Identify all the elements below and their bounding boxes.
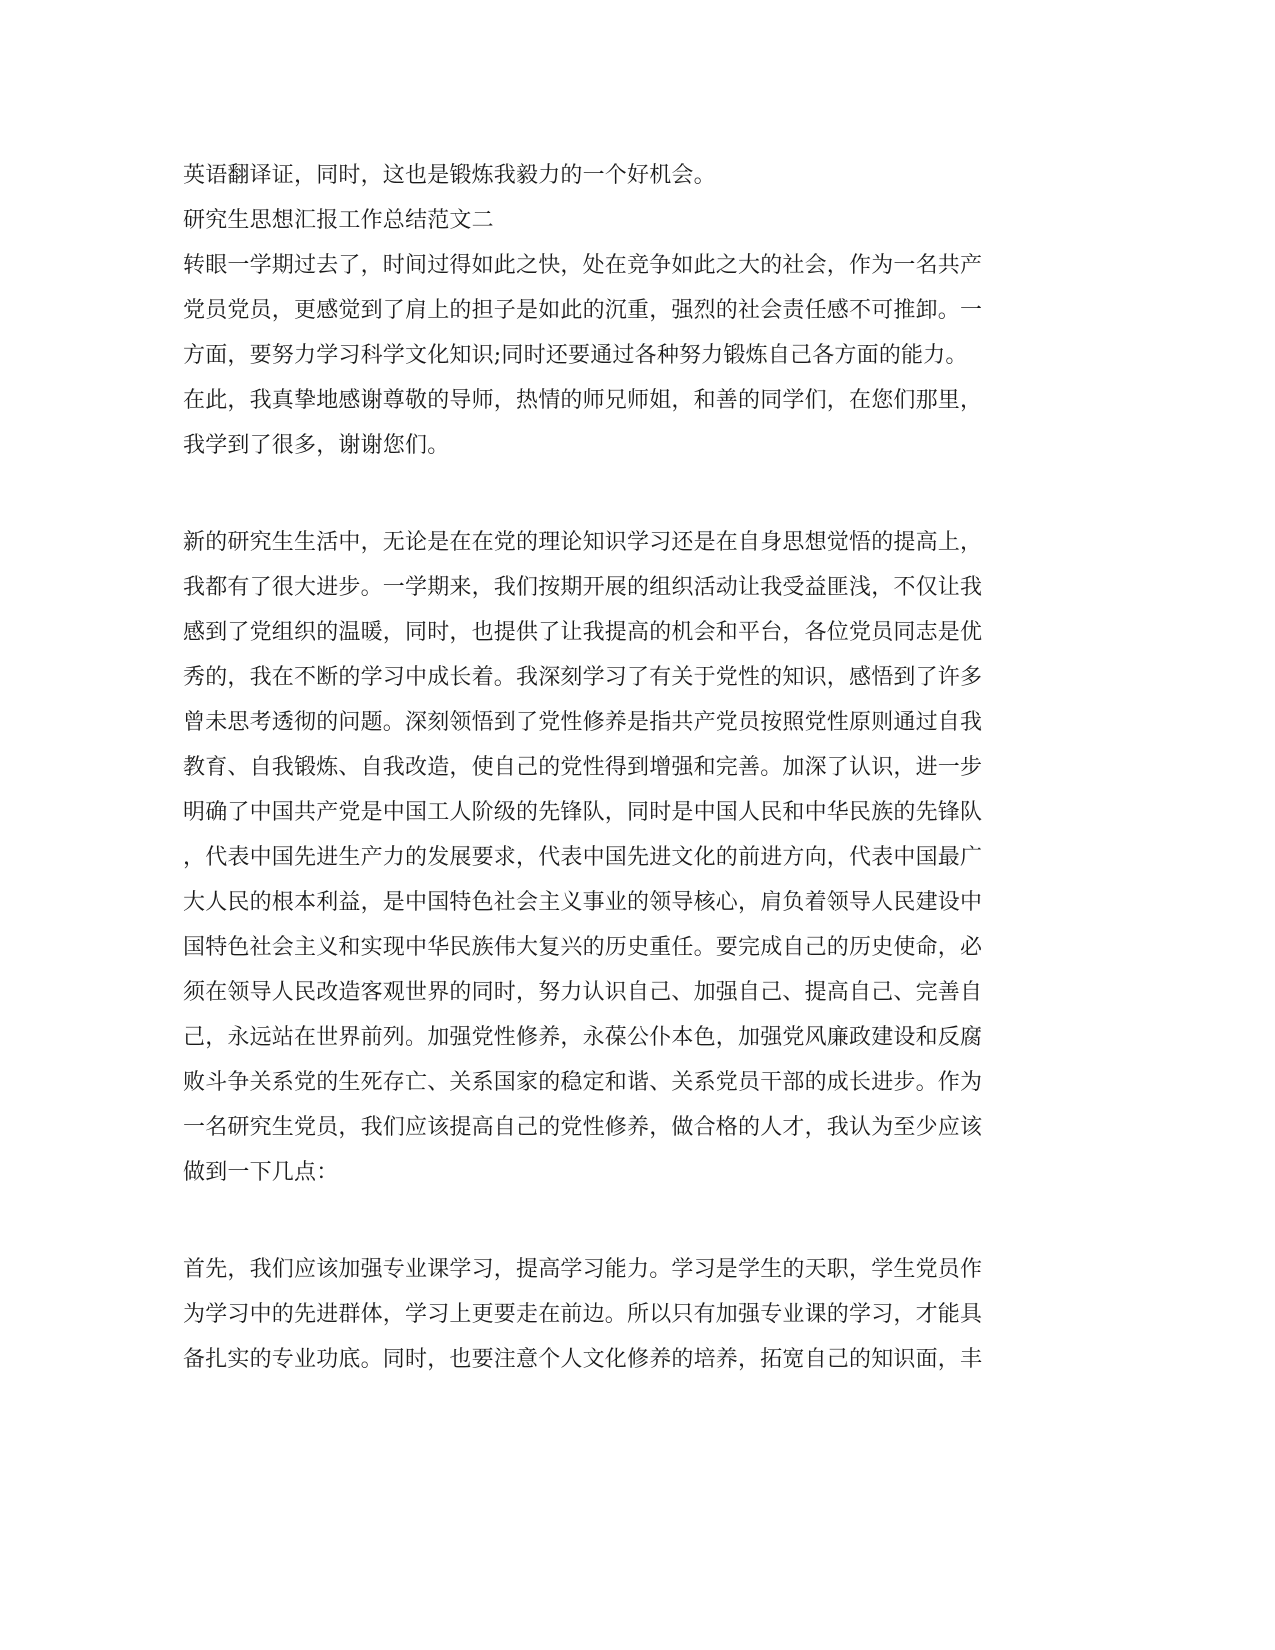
text-line-continuation: 英语翻译证，同时，这也是锻炼我毅力的一个好机会。: [183, 163, 716, 188]
paragraph-2-line-9: 大人民的根本利益，是中国特色社会主义事业的领导核心，肩负着领导人民建设中: [183, 890, 983, 915]
paragraph-3-line-1: 首先，我们应该加强专业课学习，提高学习能力。学习是学生的天职，学生党员作: [183, 1257, 983, 1282]
paragraph-2-line-1: 新的研究生生活中，无论是在在党的理论知识学习还是在自身思想觉悟的提高上，: [183, 530, 983, 555]
paragraph-3-line-2: 为学习中的先进群体，学习上更要走在前边。所以只有加强专业课的学习，才能具: [183, 1302, 983, 1327]
paragraph-2-line-11: 须在领导人民改造客观世界的同时，努力认识自己、加强自己、提高自己、完善自: [183, 980, 983, 1005]
section-heading: 研究生思想汇报工作总结范文二: [183, 208, 494, 233]
paragraph-2-line-13: 败斗争关系党的生死存亡、关系国家的稳定和谐、关系党员干部的成长进步。作为: [183, 1070, 983, 1095]
paragraph-2-line-2: 我都有了很大进步。一学期来，我们按期开展的组织活动让我受益匪浅，不仅让我: [183, 575, 983, 600]
paragraph-2-line-14: 一名研究生党员，我们应该提高自己的党性修养，做合格的人才，我认为至少应该: [183, 1115, 983, 1140]
paragraph-2-line-8: ，代表中国先进生产力的发展要求，代表中国先进文化的前进方向，代表中国最广: [183, 845, 983, 870]
paragraph-2-line-15: 做到一下几点：: [183, 1160, 339, 1185]
paragraph-1-line-1: 转眼一学期过去了，时间过得如此之快，处在竞争如此之大的社会，作为一名共产: [183, 253, 983, 278]
paragraph-1-line-3: 方面，要努力学习科学文化知识;同时还要通过各种努力锻炼自己各方面的能力。: [183, 343, 968, 368]
paragraph-1-line-2: 党员党员，更感觉到了肩上的担子是如此的沉重，强烈的社会责任感不可推卸。一: [183, 298, 983, 323]
paragraph-2-line-12: 己，永远站在世界前列。加强党性修养，永葆公仆本色，加强党风廉政建设和反腐: [183, 1025, 983, 1050]
paragraph-2-line-4: 秀的，我在不断的学习中成长着。我深刻学习了有关于党性的知识，感悟到了许多: [183, 665, 983, 690]
paragraph-2-line-6: 教育、自我锻炼、自我改造，使自己的党性得到增强和完善。加深了认识，进一步: [183, 755, 983, 780]
paragraph-2-line-7: 明确了中国共产党是中国工人阶级的先锋队，同时是中国人民和中华民族的先锋队: [183, 800, 983, 825]
paragraph-2-line-10: 国特色社会主义和实现中华民族伟大复兴的历史重任。要完成自己的历史使命，必: [183, 935, 983, 960]
paragraph-3-line-3: 备扎实的专业功底。同时，也要注意个人文化修养的培养，拓宽自己的知识面，丰: [183, 1347, 983, 1372]
paragraph-2-line-3: 感到了党组织的温暖，同时，也提供了让我提高的机会和平台，各位党员同志是优: [183, 620, 983, 645]
paragraph-1-line-4: 在此，我真挚地感谢尊敬的导师，热情的师兄师姐，和善的同学们，在您们那里，: [183, 388, 983, 413]
paragraph-2-line-5: 曾未思考透彻的问题。深刻领悟到了党性修养是指共产党员按照党性原则通过自我: [183, 710, 983, 735]
paragraph-1-line-5: 我学到了很多，谢谢您们。: [183, 433, 450, 458]
